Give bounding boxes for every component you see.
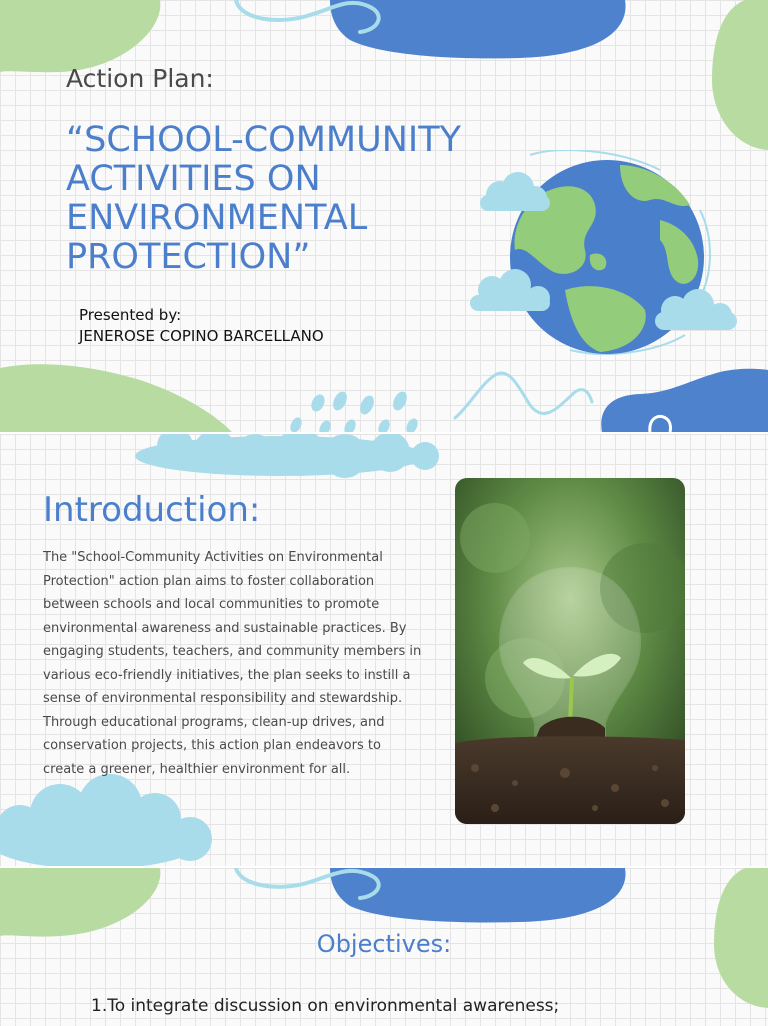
introduction-paragraph: The "School-Community Activities on Environmental Protection" action plan aims to foster collaboration between schools and local communities to promote environmental awareness and sustainable practices. By engaging students, teachers, and community members in various eco-friendly initiatives, the plan seeks to instill a sense of environmental responsibility and stewardship. Through educational programs, clean-up drives, and conservation projects, this action plan endeavors to create a greener, healthier environment for all.: [43, 550, 422, 777]
objective-item: 1.To integrate discussion on environmental awareness;: [91, 996, 560, 1016]
presented-by-label: Presented by:: [79, 306, 182, 324]
presenter-block: [79, 305, 324, 347]
title-slide: [0, 0, 768, 432]
globe-illustration: [470, 150, 740, 360]
lightbulb-icon: [455, 478, 685, 824]
presenter-name: JENEROSE COPINO BARCELLANO: [79, 327, 324, 345]
document-title: “SCHOOL-COMMUNITY ACTIVITIES ON ENVIRONMENTAL PROTECTION”: [66, 120, 461, 277]
lightbulb-sprout-photo: [455, 478, 685, 824]
introduction-heading: Introduction:: [43, 490, 261, 530]
action-plan-kicker: Action Plan:: [66, 64, 214, 93]
objectives-heading: Objectives:: [316, 930, 452, 958]
